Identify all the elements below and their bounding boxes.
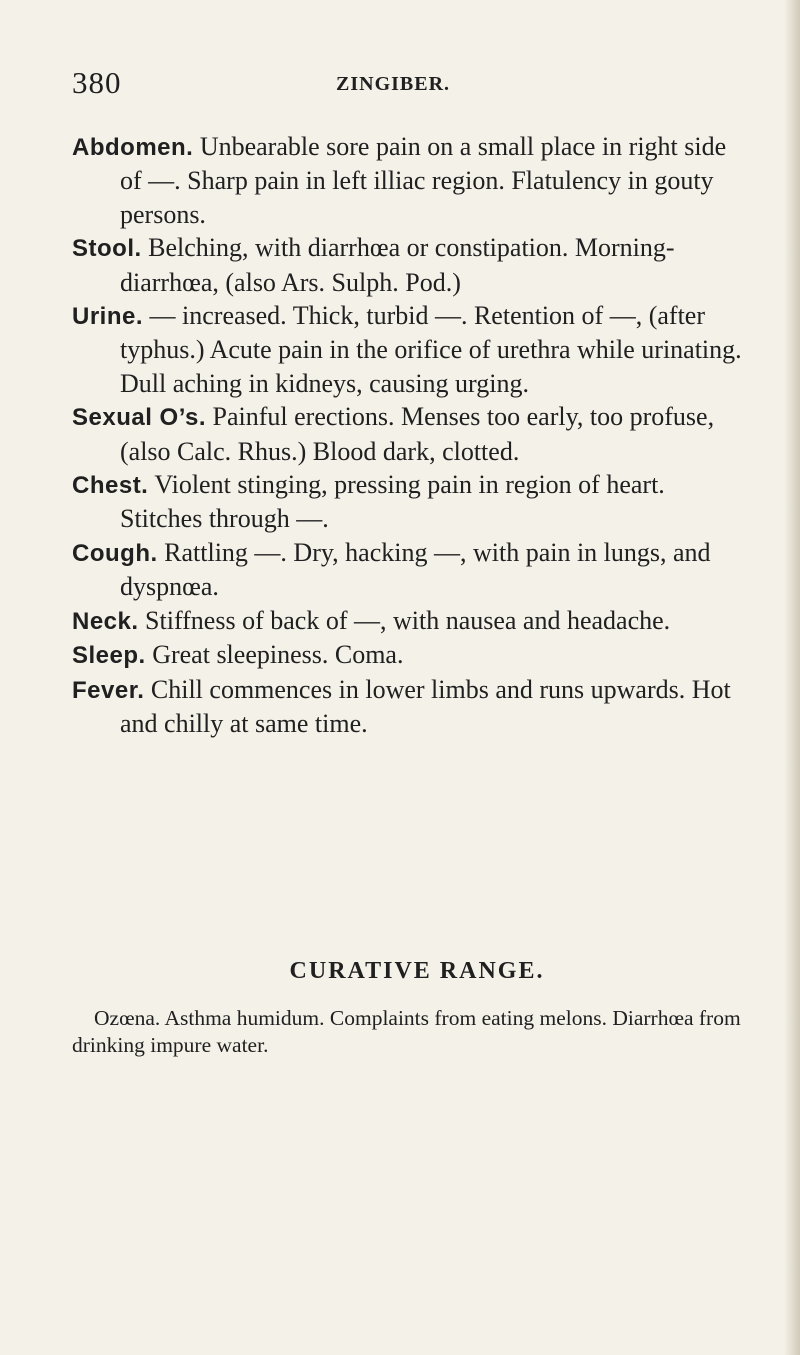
entry-text: Painful erections. Menses too early, too profuse, (also Calc. Rhus.) Blood dark, clotted.: [120, 402, 715, 466]
entry-fever: [72, 673, 752, 741]
entry-sleep: [72, 638, 752, 672]
entry-text: Violent stinging, pressing pain in region of heart. Stitches through —.: [120, 470, 665, 534]
entry-text: Unbearable sore pain on a small place in right side of —. Sharp pain in left illiac region. Flatulency in gouty persons.: [120, 132, 727, 229]
entry-urine: [72, 299, 752, 400]
entry-heading: Sleep.: [72, 642, 146, 670]
entry-heading: Stool.: [72, 235, 142, 263]
entry-text: Chill commences in lower limbs and runs upwards. Hot and chilly at same time.: [120, 674, 731, 738]
entry-heading: Fever.: [72, 676, 145, 704]
page-number: 380: [72, 65, 122, 100]
curative-range-title: CURATIVE RANGE.: [289, 958, 545, 984]
page-header: [72, 63, 762, 103]
entry-heading: Urine.: [72, 303, 144, 331]
entry-abdomen: [72, 130, 752, 231]
curative-range-text: Ozœna. Asthma humidum. Complaints from eating melons. Diarrhœa from drinking impure water.: [72, 1006, 741, 1057]
symptom-entries: [72, 130, 752, 740]
entry-heading: Abdomen.: [72, 134, 194, 161]
entry-text: Rattling —. Dry, hacking —, with pain in lungs, and dyspnœa.: [120, 537, 711, 602]
entry-sexual-organs: [72, 400, 752, 468]
entry-heading: Cough.: [72, 539, 158, 567]
entry-neck: [72, 604, 752, 638]
entry-heading: Chest.: [72, 472, 149, 500]
entry-text: Great sleepiness. Coma.: [152, 640, 404, 670]
entry-chest: [72, 468, 752, 536]
entry-heading: Sexual O’s.: [72, 404, 207, 432]
entry-cough: [72, 536, 752, 604]
entry-text: Belching, with diarrhœa or constipation. Morning-diarrhœa, (also Ars. Sulph. Pod.): [120, 233, 675, 297]
entry-stool: [72, 231, 752, 299]
page-edge-shadow: [784, 0, 800, 1355]
entry-heading: Neck.: [72, 607, 139, 635]
running-head: ZINGIBER.: [336, 73, 451, 95]
entry-text: Stiffness of back of —, with nausea and headache.: [145, 605, 671, 635]
entry-text: — increased. Thick, turbid —. Retention of —, (after typhus.) Acute pain in the orifice of urethra while urinating. Dull aching in kidneys, causing urging.: [120, 301, 742, 398]
